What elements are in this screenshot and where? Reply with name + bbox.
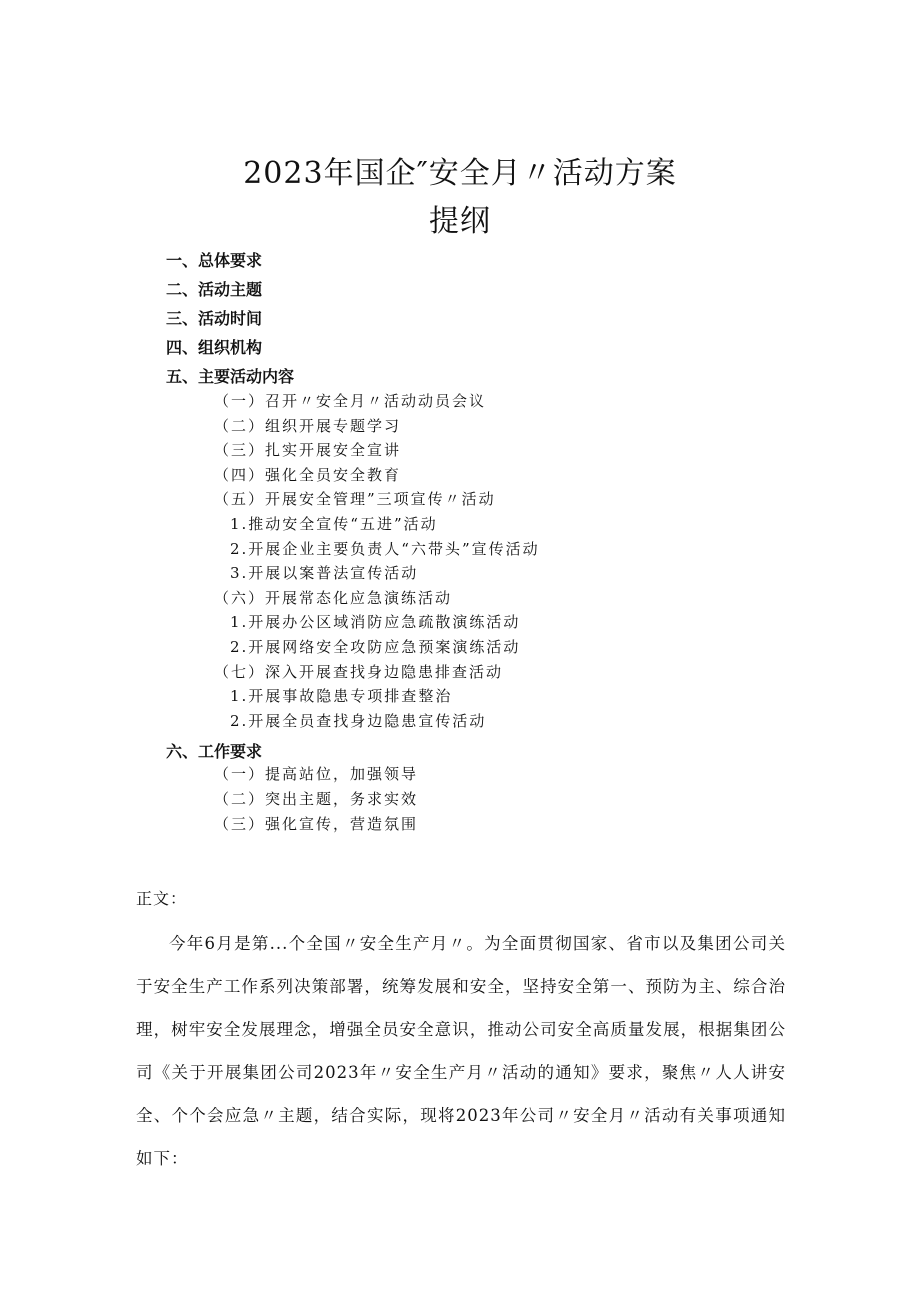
outline-heading: 二、活动主题 xyxy=(166,280,263,299)
outline-heading: 五、主要活动内容 xyxy=(166,367,295,386)
outline-subsubitem: 2.开展企业主要负责人“六带头”宣传活动 xyxy=(230,539,540,558)
outline-subitem: （二）突出主题，务求实效 xyxy=(214,790,419,808)
body-paragraph: 今年6月是第...个全国〃安全生产月〃。为全面贯彻国家、省市以及集团公司关于安全生产工作系列决策部署，统筹发展和安全，坚持安全第一、预防为主、综合治理，树牢安全发展理念，增强全员安全意识，推动公司安全高质量发展，根据集团公司《关于开展集团公司2023年〃安全生产月〃活动的通知》要求，聚焦〃人人讲安全、个个会应急〃主题，结合实际，现将2023年公司〃安全月〃活动有关事项通知如下： xyxy=(136,934,786,1168)
outline-subsubitem: 1.开展办公区域消防应急疏散演练活动 xyxy=(230,613,521,632)
outline-subitem: （一）召开〃安全月〃活动动员会议 xyxy=(214,392,487,410)
outline-subsubitem: 3.开展以案普法宣传活动 xyxy=(230,564,419,583)
outline-subsubitem: 2.开展网络安全攻防应急预案演练活动 xyxy=(230,638,521,656)
outline-subitem: （五）开展安全管理”三项宣传〃活动 xyxy=(214,490,496,509)
outline-heading: 一、总体要求 xyxy=(166,251,263,270)
document-title: 2023年国企″安全月〃活动方案 xyxy=(243,156,677,191)
outline-heading: 六、工作要求 xyxy=(166,741,263,761)
outline-subitem: （二）组织开展专题学习 xyxy=(214,416,402,435)
outline-subsubitem: 1.推动安全宣传“五进”活动 xyxy=(230,515,438,533)
outline-subitem: （三）强化宣传，营造氛围 xyxy=(214,814,419,833)
outline-subitem: （六）开展常态化应急演练活动 xyxy=(214,588,453,607)
body-label: 正文： xyxy=(136,889,188,908)
outline-heading: 三、活动时间 xyxy=(166,309,263,328)
outline-subitem: （四）强化全员安全教育 xyxy=(214,465,402,484)
outline-subsubitem: 2.开展全员查找身边隐患宣传活动 xyxy=(230,711,487,730)
document-subtitle: 提纲 xyxy=(429,204,491,239)
outline-subitem: （一）提高站位，加强领导 xyxy=(214,765,419,784)
outline-subsubitem: 1.开展事故隐患专项排查整治 xyxy=(230,687,453,706)
outline-subitem: （三）扎实开展安全宣讲 xyxy=(214,441,402,460)
outline-subitem: （七）深入开展查找身边隐患排查活动 xyxy=(214,662,504,681)
outline-heading: 四、组织机构 xyxy=(166,338,263,357)
